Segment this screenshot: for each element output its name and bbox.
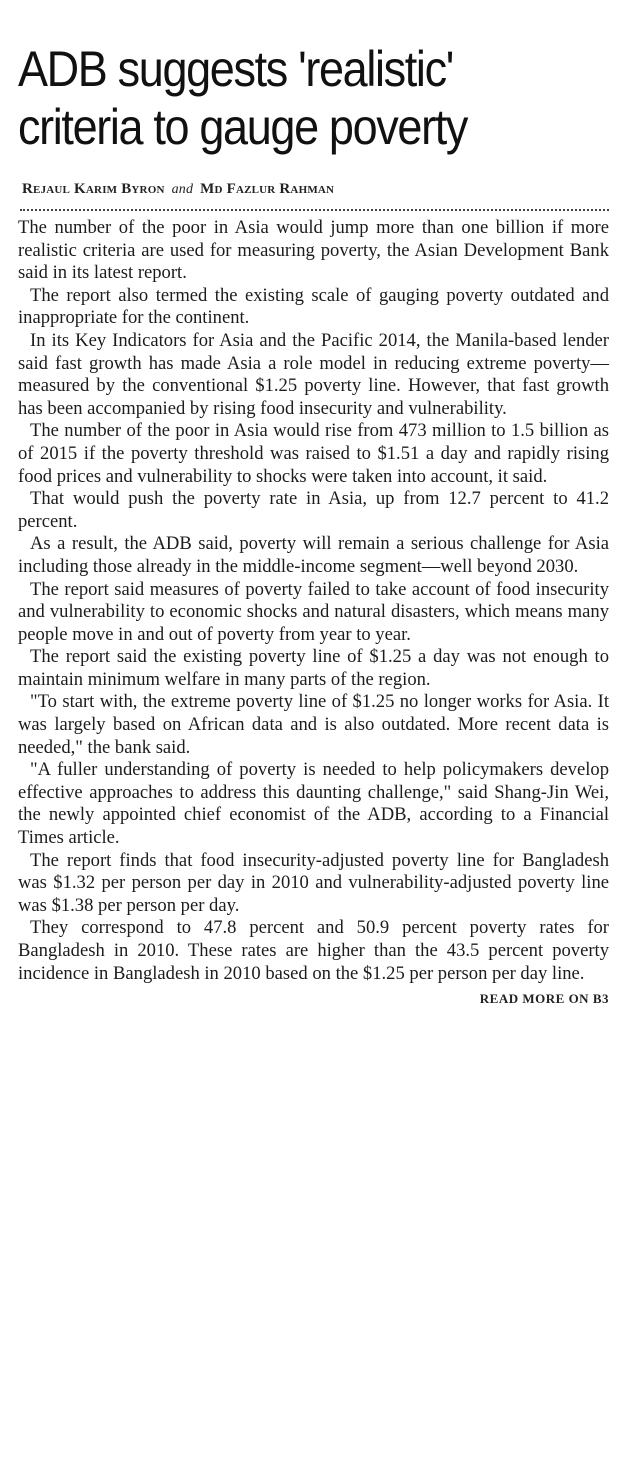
byline xyxy=(22,181,609,198)
paragraph-7: The report said measures of poverty failed to take account of food insecurity and vulnerability to economic shocks and natural disasters, which means many people move in and out of poverty from year to year. xyxy=(18,578,609,645)
read-more-jump: READ MORE ON B3 xyxy=(479,991,609,1007)
byline-author-2: Md Fazlur Rahman xyxy=(200,181,335,197)
headline-line-1: ADB suggests 'realistic' xyxy=(18,41,453,97)
paragraph-2: The report also termed the existing scale of gauging poverty outdated and inappropriate for the continent. xyxy=(18,284,609,329)
byline-author-1: Rejaul Karim Byron xyxy=(22,181,165,197)
paragraph-1: The number of the poor in Asia would jump more than one billion if more realistic criteria are used for measuring poverty, the Asian Development Bank said in its latest report. xyxy=(18,217,609,284)
headline xyxy=(18,40,612,156)
paragraph-8: The report said the existing poverty line of $1.25 a day was not enough to maintain minimum welfare in many parts of the region. xyxy=(18,646,609,690)
paragraph-10: "A fuller understanding of poverty is needed to help policymakers develop effective approaches to address this daunting challenge," said Shang-Jin Wei, the newly appointed chief economist of the ADB, according to a Financial Times article. xyxy=(18,759,609,849)
dotted-divider xyxy=(20,209,609,211)
byline-conjunction: and xyxy=(171,182,194,197)
paragraph-3: In its Key Indicators for Asia and the Pacific 2014, the Manila-based lender said fast growth has made Asia a role model in reducing extreme poverty—measured by the conventional $1.25 poverty line. However, that fast growth has been accompanied by rising food insecurity and vulnerability. xyxy=(18,329,609,419)
paragraph-12: They correspond to 47.8 percent and 50.9 percent poverty rates for Bangladesh in 2010. These rates are higher than the 43.5 percent poverty incidence in Bangladesh in 2010 based on the $1.25 per person per day line. xyxy=(18,917,609,984)
article-body xyxy=(18,217,609,985)
paragraph-4: The number of the poor in Asia would rise from 473 million to 1.5 billion as of 2015 if the poverty threshold was raised to $1.51 a day and rapidly rising food prices and vulnerability to shocks were taken into account, it said. xyxy=(18,420,609,487)
headline-line-2: criteria to gauge poverty xyxy=(18,99,468,155)
paragraph-5: That would push the poverty rate in Asia, up from 12.7 percent to 41.2 percent. xyxy=(18,488,609,532)
paragraph-9: "To start with, the extreme poverty line of $1.25 no longer works for Asia. It was largely based on African data and is also outdated. More recent data is needed," the bank said. xyxy=(18,691,609,758)
news-article xyxy=(18,40,609,1007)
paragraph-11: The report finds that food insecurity-adjusted poverty line for Bangladesh was $1.32 per person per day in 2010 and vulnerability-adjusted poverty line was $1.38 per person per day. xyxy=(18,849,609,916)
paragraph-6: As a result, the ADB said, poverty will remain a serious challenge for Asia including those already in the middle-income segment—well beyond 2030. xyxy=(18,533,609,577)
